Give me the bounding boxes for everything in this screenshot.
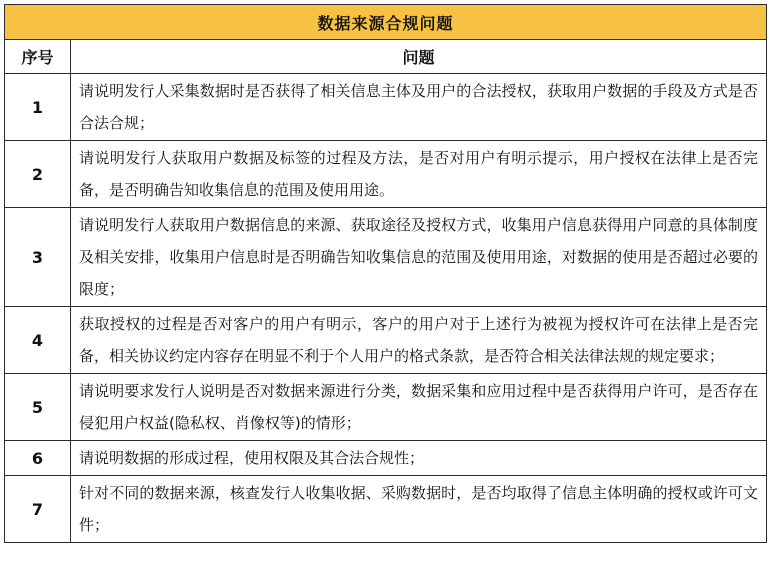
table-row bbox=[5, 208, 767, 307]
table-row bbox=[5, 476, 767, 543]
header-question: 问题 bbox=[71, 40, 767, 74]
table-row bbox=[5, 374, 767, 441]
table-title-row bbox=[5, 5, 767, 40]
table-header-row bbox=[5, 40, 767, 74]
row-question: 请说明发行人获取用户数据信息的来源、获取途径及授权方式，收集用户信息获得用户同意的具体制度及相关安排，收集用户信息时是否明确告知收集信息的范围及使用用途，对数据的使用是否超过必要的限度； bbox=[71, 208, 767, 307]
row-index: 6 bbox=[5, 441, 71, 476]
table-row bbox=[5, 441, 767, 476]
table-row bbox=[5, 74, 767, 141]
row-index: 4 bbox=[5, 307, 71, 374]
row-index: 1 bbox=[5, 74, 71, 141]
row-question: 请说明发行人获取用户数据及标签的过程及方法，是否对用户有明示提示，用户授权在法律上是否完备，是否明确告知收集信息的范围及使用用途。 bbox=[71, 141, 767, 208]
row-index: 3 bbox=[5, 208, 71, 307]
row-question: 针对不同的数据来源，核查发行人收集收据、采购数据时，是否均取得了信息主体明确的授权或许可文件； bbox=[71, 476, 767, 543]
table-row bbox=[5, 307, 767, 374]
row-index: 7 bbox=[5, 476, 71, 543]
row-question: 请说明数据的形成过程，使用权限及其合法合规性； bbox=[71, 441, 767, 476]
table-row bbox=[5, 141, 767, 208]
compliance-table bbox=[4, 4, 767, 543]
header-index: 序号 bbox=[5, 40, 71, 74]
table-title: 数据来源合规问题 bbox=[5, 5, 767, 40]
row-index: 2 bbox=[5, 141, 71, 208]
row-question: 请说明发行人采集数据时是否获得了相关信息主体及用户的合法授权，获取用户数据的手段及方式是否合法合规； bbox=[71, 74, 767, 141]
row-question: 获取授权的过程是否对客户的用户有明示，客户的用户对于上述行为被视为授权许可在法律上是否完备，相关协议约定内容存在明显不利于个人用户的格式条款，是否符合相关法律法规的规定要求； bbox=[71, 307, 767, 374]
row-question: 请说明要求发行人说明是否对数据来源进行分类，数据采集和应用过程中是否获得用户许可，是否存在侵犯用户权益(隐私权、肖像权等)的情形； bbox=[71, 374, 767, 441]
compliance-table-container bbox=[4, 4, 766, 543]
row-index: 5 bbox=[5, 374, 71, 441]
